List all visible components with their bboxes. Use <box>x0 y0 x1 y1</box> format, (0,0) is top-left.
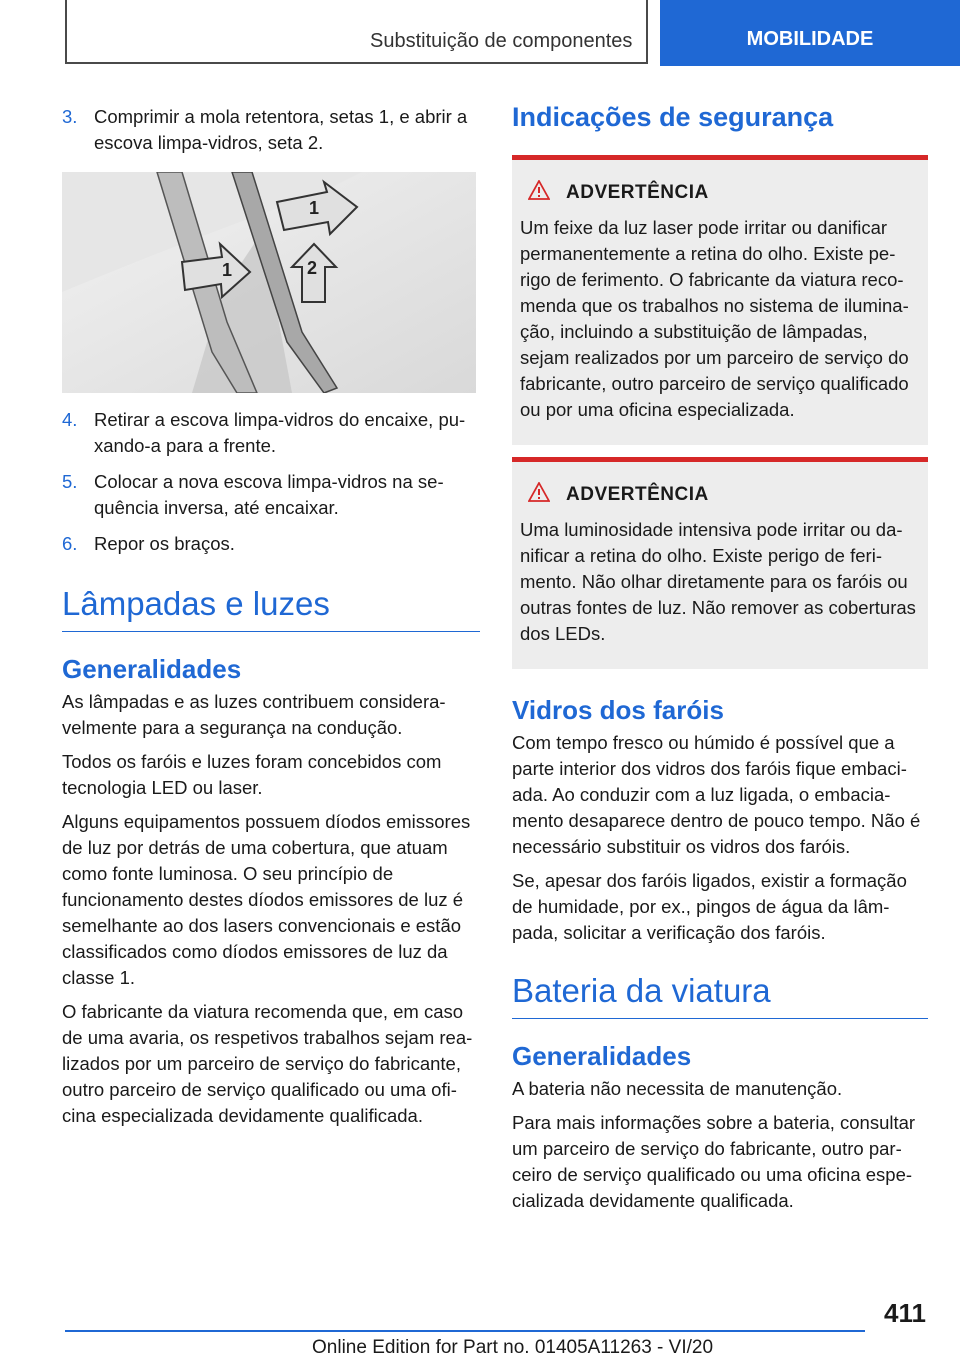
step-list <box>62 407 480 557</box>
left-column <box>62 104 480 1137</box>
step-text: Comprimir a mola retentora, setas 1, e abrir a escova limpa-vidros, seta 2. <box>94 106 468 153</box>
warning-triangle-icon <box>528 482 550 507</box>
warning-header <box>528 180 920 205</box>
arrow-label-2: 2 <box>307 258 318 278</box>
warning-box <box>512 155 928 445</box>
step-3 <box>62 104 480 156</box>
warning-text: Um feixe da luz laser pode irritar ou danificar permanentemente a retina do olho. Existe perigo de ferimento. O fabricante da viatura recomenda que os trabalhos no sistema de iluminação, incluindo a substituição de lâmpadas, sejam realizados por um parceiro de serviço do fabricante, outro parceiro de serviço qualificado ou por uma oficina especializada. <box>520 217 909 420</box>
step-number: 4. <box>62 409 78 430</box>
subsection-title-headlamp-glass: Vidros dos faróis <box>512 695 724 725</box>
paragraph: Todos os faróis e luzes foram concebidos com tecnologia LED ou laser. <box>62 751 442 798</box>
warning-triangle-icon <box>528 180 550 205</box>
header-title: Substituição de componentes <box>370 30 633 52</box>
warning-title: ADVERTÊNCIA <box>566 181 709 203</box>
subsection-title-general: Generalidades <box>62 654 242 684</box>
wiper-figure <box>62 172 476 393</box>
arrow-label-1-left: 1 <box>222 260 233 280</box>
step-text: Retirar a escova limpa-vidros do encaixe, puxando-a para a frente. <box>94 409 466 456</box>
paragraph: Com tempo fresco ou húmido é possível que a parte interior dos vidros dos faróis fique embaciada. Ao conduzir com a luz ligada, o embaciamento desaparece dentro de pouco tempo. Não é necessário substituir os vidros dos faróis. <box>512 732 921 857</box>
paragraph: A bateria não necessita de manutenção. <box>512 1078 843 1099</box>
wiper-illustration <box>62 172 476 393</box>
paragraph: Alguns equipamentos possuem díodos emissores de luz por detrás de uma cobertura, que atuam como fonte luminosa. O seu princípio de funcionamento destes díodos emissores de luz é semelhante ao dos lasers convencionais e estão classificados como díodos emissores de luz da classe 1. <box>62 811 471 988</box>
step-text: Colocar a nova escova limpa-vidros na sequência inversa, até encaixar. <box>94 471 444 518</box>
step-number: 6. <box>62 533 78 554</box>
section-title-battery: Bateria da viatura <box>512 972 928 1019</box>
step-text: Repor os braços. <box>94 533 235 554</box>
arrow-label-1-top: 1 <box>309 198 320 218</box>
paragraph: As lâmpadas e as luzes contribuem consideravelmente para a segurança na condução. <box>62 691 446 738</box>
section-title-lamps: Lâmpadas e luzes <box>62 585 480 632</box>
footer-divider <box>65 1330 865 1332</box>
paragraph: Para mais informações sobre a bateria, consultar um parceiro de serviço do fabricante, outro parceiro de serviço qualificado ou uma oficina especializada devidamente qualificada. <box>512 1112 916 1211</box>
step-number: 3. <box>62 106 78 127</box>
section-tab[interactable]: MOBILIDADE <box>660 0 960 66</box>
paragraph: Se, apesar dos faróis ligados, existir a formação de humidade, por ex., pingos de água da lâmpada, solicitar a verificação dos faróis. <box>512 870 907 943</box>
step-6 <box>62 531 480 557</box>
section-title-safety: Indicações de segurança <box>512 102 834 132</box>
warning-text: Uma luminosidade intensiva pode irritar ou danificar a retina do olho. Existe perigo de ferimento. Não olhar diretamente para os faróis ou outras fontes de luz. Não remover as coberturas dos LEDs. <box>520 519 916 644</box>
warning-header <box>528 482 920 507</box>
page-number: 411 <box>884 1298 926 1328</box>
step-number: 5. <box>62 471 78 492</box>
subsection-title-battery-general: Generalidades <box>512 1041 692 1071</box>
right-column <box>512 102 928 1222</box>
step-4 <box>62 407 480 459</box>
paragraph: O fabricante da viatura recomenda que, em caso de uma avaria, os respetivos trabalhos sejam realizados por um parceiro de serviço do fabricante, outro parceiro de serviço qualificado ou uma oficina especializada devidamente qualificada. <box>62 1001 473 1126</box>
footer-edition: Online Edition for Part no. 01405A11263 - VI/20 <box>312 1337 714 1358</box>
step-5 <box>62 469 480 521</box>
warning-title: ADVERTÊNCIA <box>566 483 709 505</box>
warning-box <box>512 457 928 669</box>
